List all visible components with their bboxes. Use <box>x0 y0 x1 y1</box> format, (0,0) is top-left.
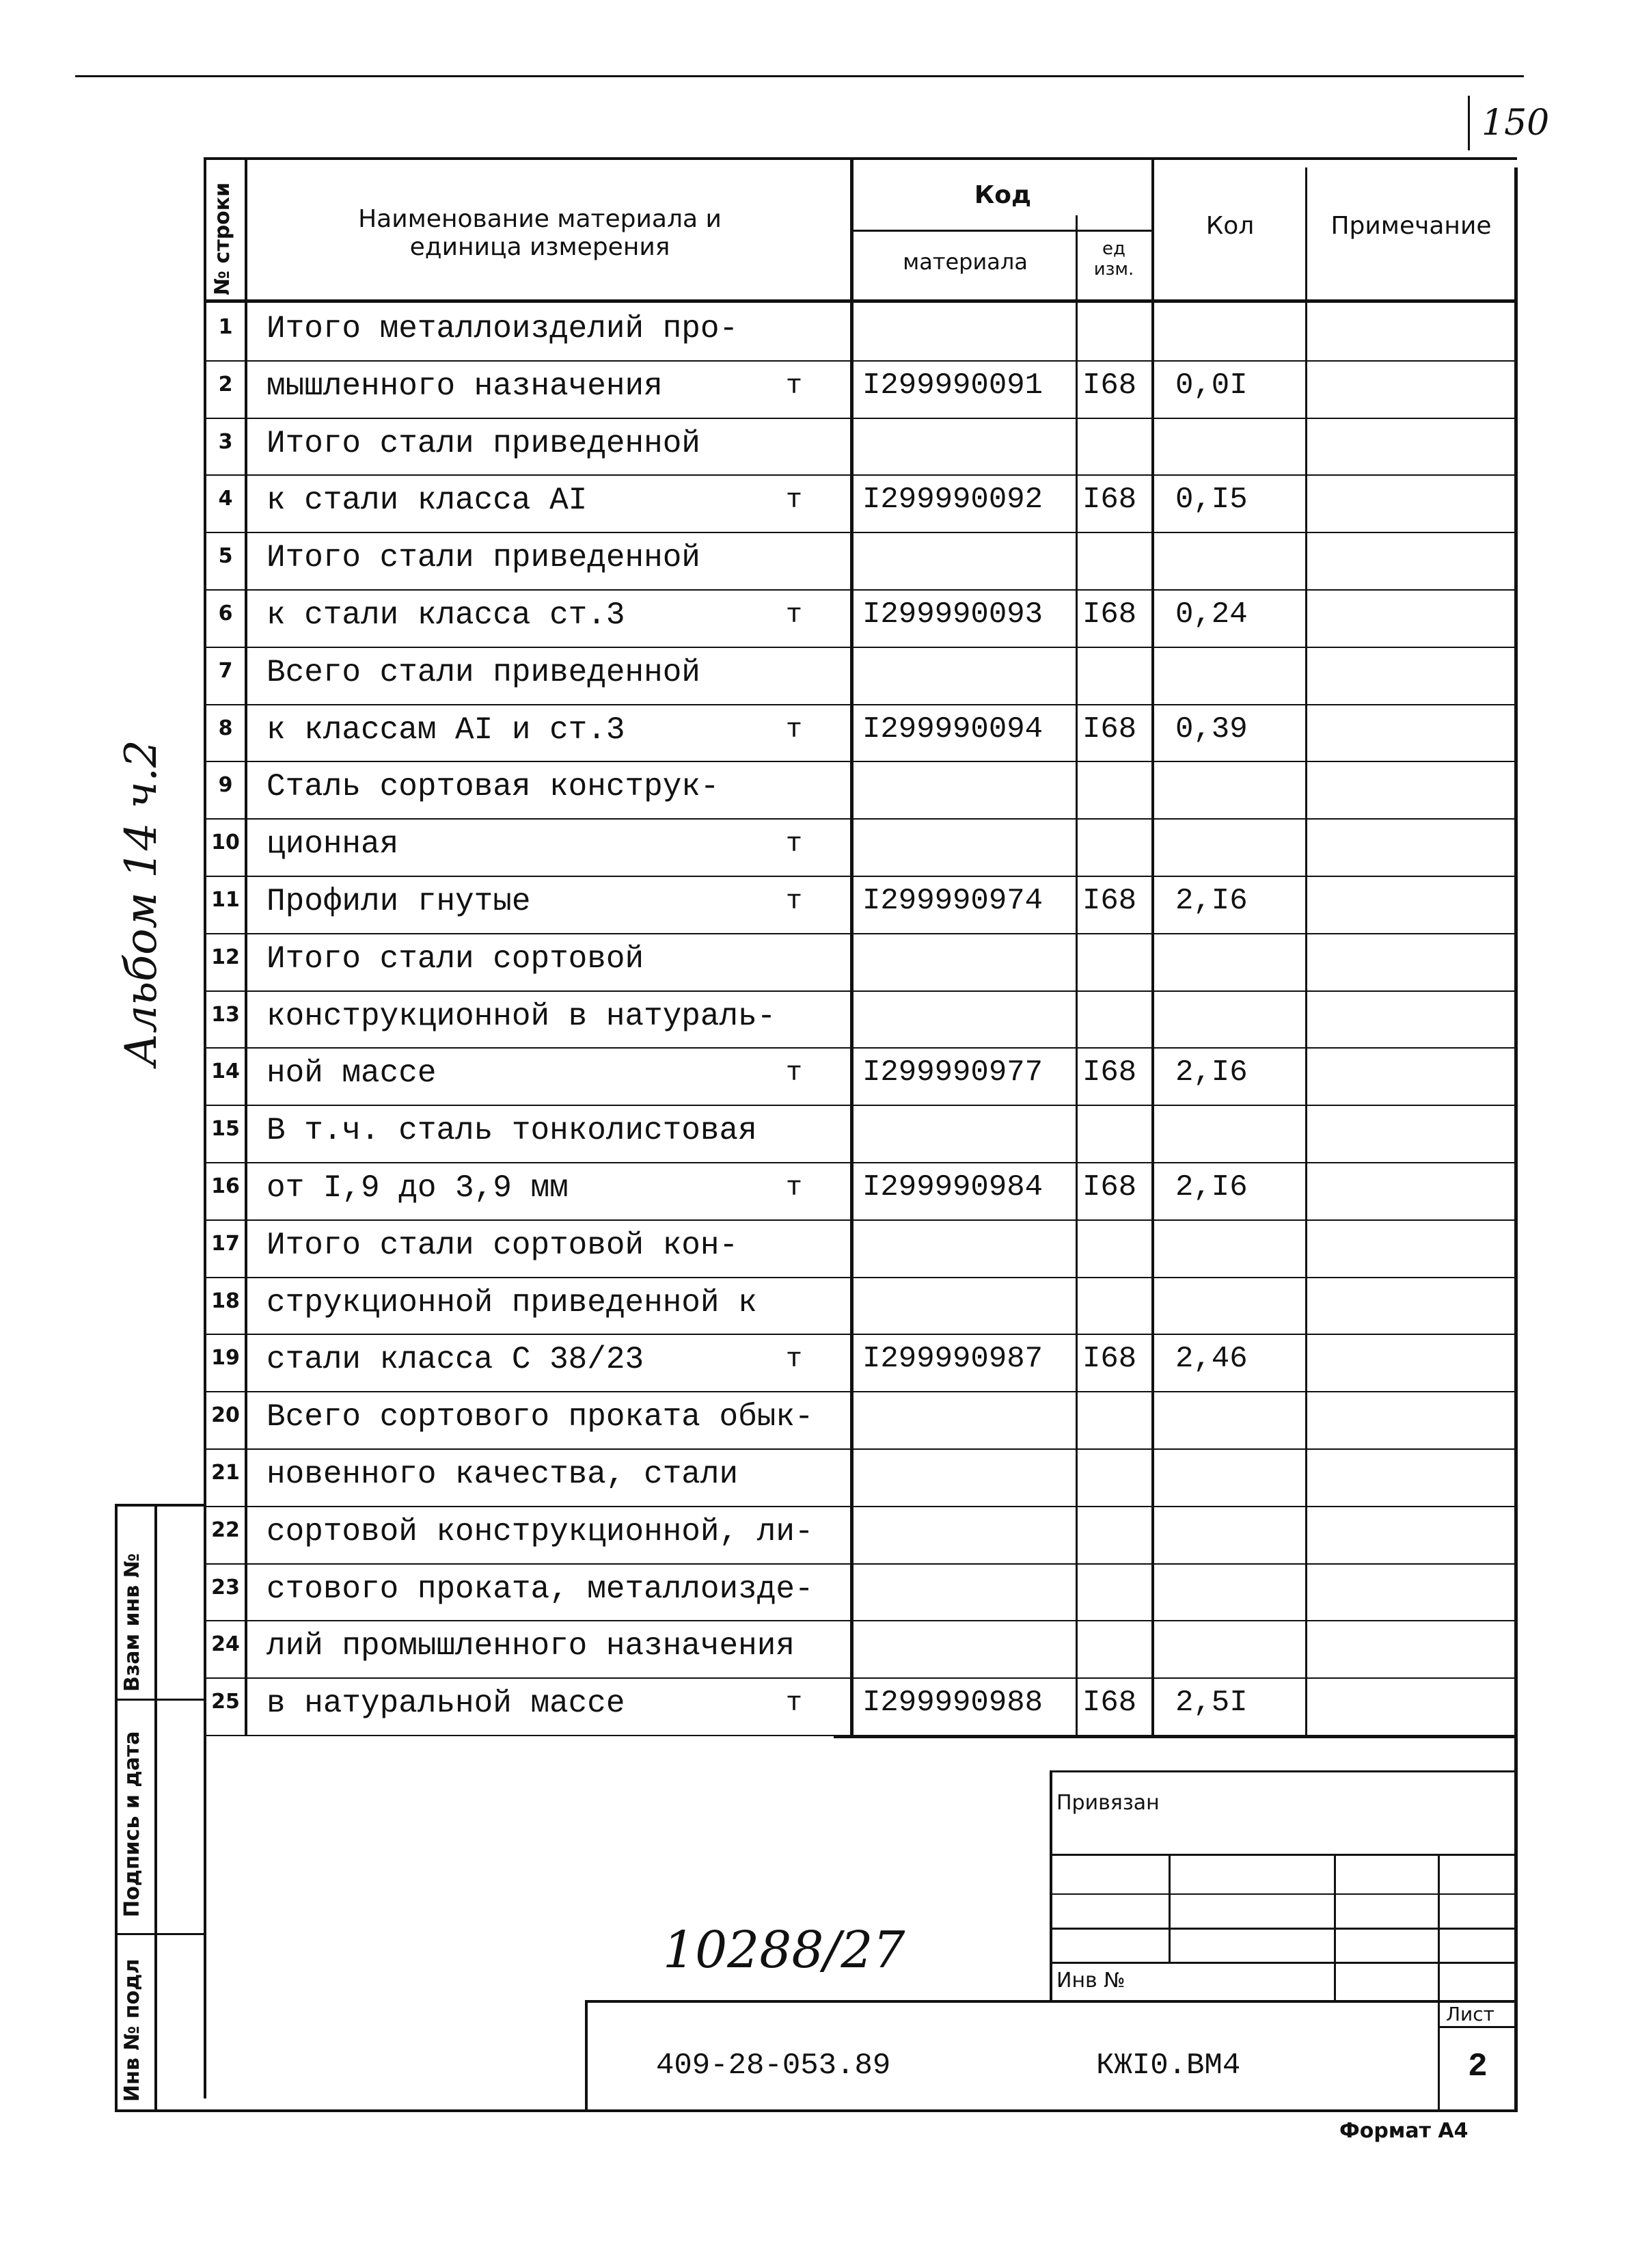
material-code: I299990987 <box>862 1342 1043 1376</box>
row-separator <box>205 761 1517 762</box>
row-number: 9 <box>218 773 233 797</box>
material-name: Итого стали приведенной <box>267 540 700 576</box>
material-name: мышленного назначения <box>267 368 663 404</box>
row-separator <box>205 1391 1517 1392</box>
row-separator <box>205 589 1517 591</box>
col-row-no-header: № строки <box>210 182 234 295</box>
unit: т <box>786 371 803 402</box>
material-name: новенного качества, стали <box>267 1457 739 1492</box>
material-name: Сталь сортовая конструк- <box>267 769 720 805</box>
row-number: 17 <box>211 1232 240 1256</box>
row-separator <box>205 818 1517 820</box>
quantity: 0,39 <box>1175 712 1248 746</box>
row-separator <box>205 704 1517 705</box>
material-name: стали класса С 38/23 <box>267 1342 644 1377</box>
row-separator <box>205 1448 1517 1450</box>
album-label: Альбом 14 ч.2 <box>116 740 167 1066</box>
material-code: I299990091 <box>862 368 1043 403</box>
material-name: Профили гнутые <box>267 884 531 919</box>
row-number: 12 <box>211 945 240 969</box>
col-name-header: Наименование материала и единица измерения <box>358 205 722 262</box>
row-number: 14 <box>211 1059 240 1083</box>
material-name: от I,9 до 3,9 мм <box>267 1170 569 1206</box>
material-code: I299990977 <box>862 1055 1043 1090</box>
quantity: 0,I5 <box>1175 483 1248 517</box>
row-number: 15 <box>211 1117 240 1141</box>
row-separator <box>205 1563 1517 1565</box>
material-name: в натуральной массе <box>267 1686 625 1721</box>
unit-code: I68 <box>1082 483 1137 517</box>
material-name: лий промышленного назначения <box>267 1628 795 1664</box>
material-name: Итого стали приведенной <box>267 426 700 461</box>
row-number: 13 <box>211 1003 240 1027</box>
row-number: 2 <box>218 373 233 396</box>
row-number: 24 <box>211 1632 240 1656</box>
vzam-inv-label: Взам инв № <box>120 1553 144 1692</box>
row-number: 11 <box>211 888 240 912</box>
material-code: I299990988 <box>862 1686 1043 1720</box>
unit-code: I68 <box>1082 597 1137 632</box>
material-name: Итого стали сортовой кон- <box>267 1228 739 1263</box>
row-number: 6 <box>218 602 233 625</box>
row-separator <box>205 1105 1517 1106</box>
privyazan-label: Привязан <box>1056 1791 1160 1815</box>
material-name: ной массе <box>267 1055 437 1091</box>
unit: т <box>786 715 803 746</box>
row-separator <box>205 990 1517 992</box>
row-number: 21 <box>211 1461 240 1485</box>
material-name: В т.ч. сталь тонколистовая <box>267 1113 757 1148</box>
unit: т <box>786 1173 803 1204</box>
unit: т <box>786 829 803 860</box>
material-code: I299990974 <box>862 884 1043 918</box>
col-code-material-header: материала <box>903 249 1028 275</box>
row-separator <box>205 1334 1517 1335</box>
col-code-header: Код <box>974 181 1032 209</box>
material-name: к стали класса AI <box>267 483 588 518</box>
list-number: 2 <box>1468 2049 1488 2085</box>
material-name: к классам AI и ст.3 <box>267 712 625 748</box>
material-name: сортовой конструкционной, ли- <box>267 1514 814 1550</box>
row-separator <box>205 647 1517 648</box>
unit: т <box>786 1058 803 1089</box>
material-code: I299990984 <box>862 1170 1043 1204</box>
sheet-code: КЖI0.ВМ4 <box>1096 2049 1241 2083</box>
unit: т <box>786 600 803 631</box>
unit: т <box>786 1688 803 1719</box>
row-number: 23 <box>211 1576 240 1599</box>
list-label: Лист <box>1446 2003 1494 2025</box>
row-number: 3 <box>218 430 233 454</box>
inv-podl-label: Инв № подл <box>120 1958 144 2102</box>
row-separator <box>205 1162 1517 1163</box>
row-separator <box>205 1219 1517 1221</box>
row-separator <box>205 418 1517 419</box>
row-separator <box>205 360 1517 362</box>
quantity: 0,24 <box>1175 597 1248 632</box>
doc-code: 409-28-053.89 <box>656 2049 891 2083</box>
quantity: 2,I6 <box>1175 884 1248 918</box>
quantity: 2,I6 <box>1175 1170 1248 1204</box>
quantity: 2,46 <box>1175 1342 1248 1376</box>
col-code-unit-header: ед изм. <box>1093 239 1134 280</box>
row-number: 1 <box>218 315 233 339</box>
col-note-header: Примечание <box>1330 212 1492 240</box>
material-code: I299990093 <box>862 597 1043 632</box>
row-number: 4 <box>218 487 233 511</box>
row-separator <box>205 474 1517 476</box>
row-number: 20 <box>211 1403 240 1427</box>
row-number: 16 <box>211 1174 240 1198</box>
material-code: I299990092 <box>862 483 1043 517</box>
material-name: конструкционной в натураль- <box>267 999 776 1034</box>
row-number: 25 <box>211 1690 240 1714</box>
unit-code: I68 <box>1082 1055 1137 1090</box>
unit-code: I68 <box>1082 368 1137 403</box>
material-name: Всего стали приведенной <box>267 655 700 690</box>
row-number: 7 <box>218 659 233 683</box>
row-number: 8 <box>218 716 233 740</box>
format-label: Формат А4 <box>1339 2119 1469 2143</box>
row-separator <box>205 1735 1517 1736</box>
row-separator <box>205 1506 1517 1507</box>
unit-code: I68 <box>1082 1342 1137 1376</box>
row-separator <box>205 876 1517 877</box>
row-number: 19 <box>211 1346 240 1370</box>
material-name: Всего сортового проката обык- <box>267 1399 814 1435</box>
page-number: 150 <box>1481 103 1550 144</box>
quantity: 0,0I <box>1175 368 1248 403</box>
material-name: к стали класса ст.3 <box>267 597 625 633</box>
material-name: Итого стали сортовой <box>267 941 644 977</box>
row-number: 5 <box>218 544 233 568</box>
row-separator <box>205 1620 1517 1621</box>
material-name: Итого металлоизделий про- <box>267 311 739 347</box>
inv-no-label: Инв № <box>1056 1969 1125 1993</box>
unit-code: I68 <box>1082 1686 1137 1720</box>
material-name: струкционной приведенной к <box>267 1285 757 1321</box>
row-separator <box>205 1677 1517 1679</box>
material-name: ционная <box>267 826 399 862</box>
unit-code: I68 <box>1082 884 1137 918</box>
quantity: 2,5I <box>1175 1686 1248 1720</box>
material-name: стового проката, металлоизде- <box>267 1571 814 1607</box>
handwritten-number: 10288/27 <box>663 1921 905 1980</box>
row-separator <box>205 532 1517 533</box>
col-qty-header: Кол <box>1205 212 1255 240</box>
row-number: 18 <box>211 1289 240 1313</box>
unit-code: I68 <box>1082 1170 1137 1204</box>
unit: т <box>786 485 803 516</box>
unit: т <box>786 1345 803 1375</box>
row-number: 10 <box>211 831 240 854</box>
podpis-data-label: Подпись и дата <box>120 1731 144 1917</box>
unit: т <box>786 887 803 917</box>
quantity: 2,I6 <box>1175 1055 1248 1090</box>
material-code: I299990094 <box>862 712 1043 746</box>
row-separator <box>205 1047 1517 1049</box>
row-separator <box>205 1277 1517 1278</box>
row-number: 22 <box>211 1518 240 1542</box>
row-separator <box>205 933 1517 934</box>
unit-code: I68 <box>1082 712 1137 746</box>
